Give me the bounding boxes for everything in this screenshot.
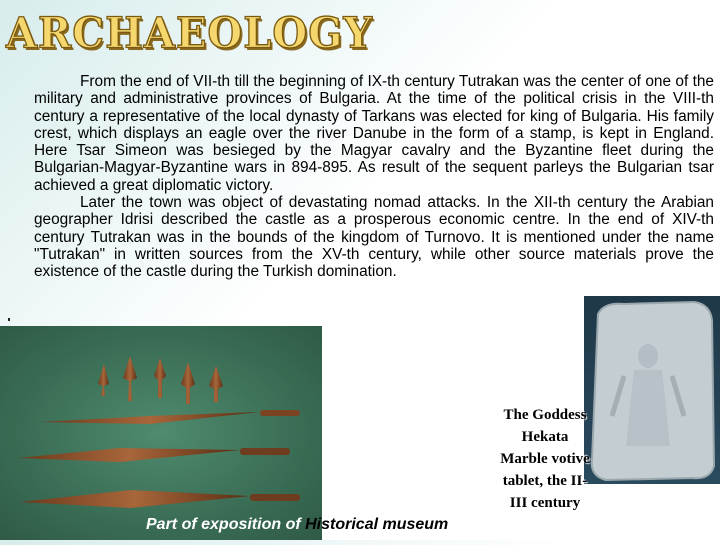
arrowhead-2 (123, 356, 137, 401)
tablet-caption-line: Hekata (521, 429, 569, 445)
tablet-caption-line: tablet, the II- (502, 473, 588, 489)
weapons-illustration (0, 326, 322, 540)
paragraph-2: Later the town was object of devastating nomad attacks. In the XII-th century the Arabian geographer Idrisi described the castle as a prosperous economic centre. In the end of XIV-th century Tutrakan was in the bounds of the kingdom of Turnovo. It is mentioned under the name "Tutrakan" in written sources from the XV-th century, while other source materials prove the existence of the castle during the Turkish domination. (34, 194, 714, 281)
paragraph-1: From the end of VII-th till the beginning of IX-th century Tutrakan was the center of one of the military and administrative provinces of Bulgaria. At the time of the political crisis in the VIII-th century a representative of the local dynasty of Tarkans was elected for king of Bulgaria. His family crest, which displays an eagle over the river Danube in the form of a stamp, is kept in England. Here Tsar Simeon was besieged by the Magyar cavalry and the Byzantine fleet during the Bulgarian-Magyar-Byzantine wars in 894-895. As result of the sequent parleys the Bulgarian tsar achieved a great diplomatic victory. (34, 73, 714, 194)
tablet-caption-line: III century (509, 495, 581, 511)
exposition-caption-part1: Part of exposition of (146, 516, 301, 533)
stray-dot (8, 318, 10, 321)
weapons-photo (0, 326, 322, 540)
tablet-caption-line: Marble votive (500, 451, 590, 467)
spearhead-3 (20, 490, 250, 508)
arrowhead-4 (181, 362, 195, 404)
spearhead-1 (40, 412, 260, 424)
tablet-caption (486, 404, 604, 514)
exposition-caption-part2: Historical museum (305, 516, 449, 533)
arrowhead-1 (98, 364, 109, 396)
tablet-illustration (584, 296, 720, 484)
arrowhead-5 (209, 366, 223, 402)
tablet-caption-line: The Goddess (503, 407, 587, 423)
arrowhead-3 (154, 358, 166, 398)
tablet-photo (584, 296, 720, 484)
history-text (34, 73, 714, 281)
spearhead-2 (18, 448, 240, 462)
page-title: ARCHAEOLOGY (6, 8, 373, 59)
exposition-caption (146, 516, 448, 534)
